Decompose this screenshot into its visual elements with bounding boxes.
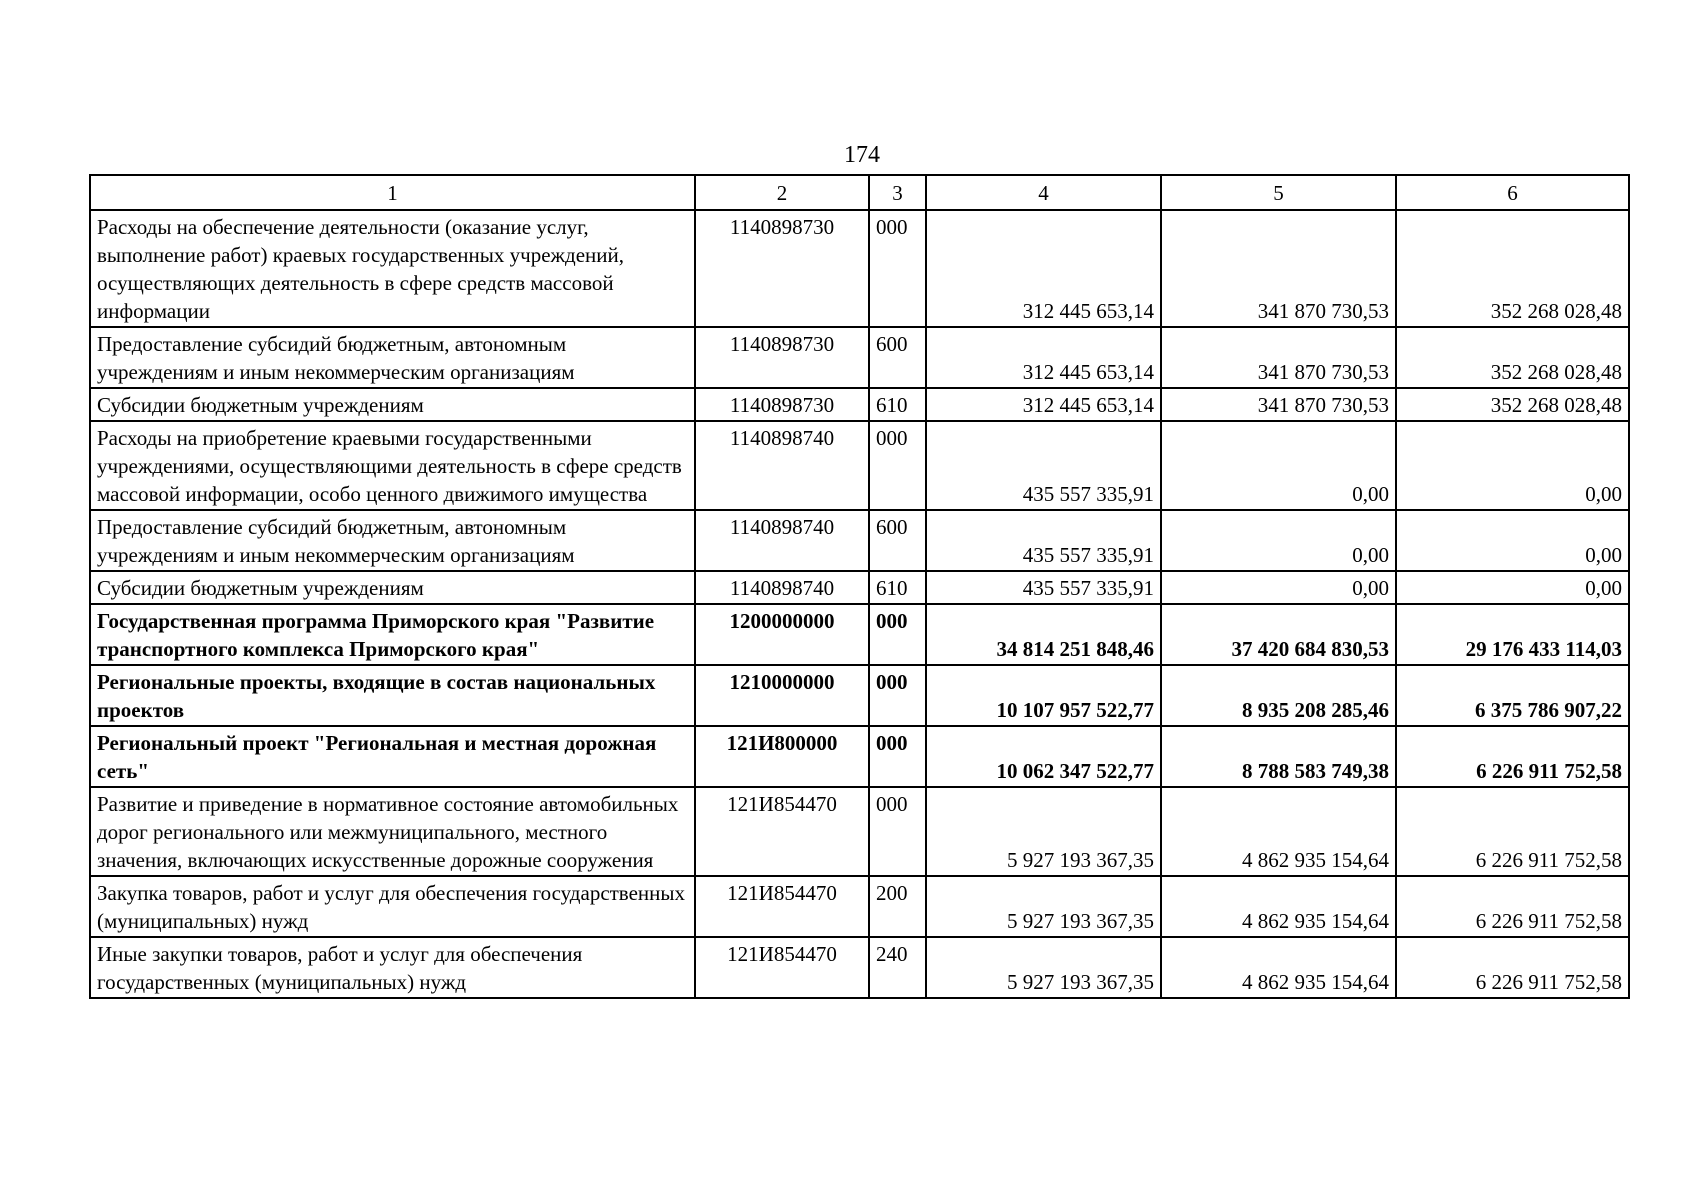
amount-column-6: 0,00 (1396, 510, 1629, 571)
amount-column-4: 10 062 347 522,77 (926, 726, 1161, 787)
target-article-code: 121И800000 (695, 726, 869, 787)
amount-column-4: 34 814 251 848,46 (926, 604, 1161, 665)
expense-type-code: 000 (869, 665, 926, 726)
table-row (90, 787, 1629, 876)
amount-column-5: 341 870 730,53 (1161, 388, 1396, 421)
table-row (90, 327, 1629, 388)
column-header-2: 2 (695, 175, 869, 210)
expense-name: Региональный проект "Региональная и местная дорожная сеть" (90, 726, 695, 787)
amount-column-4: 312 445 653,14 (926, 388, 1161, 421)
amount-column-4: 5 927 193 367,35 (926, 876, 1161, 937)
amount-column-4: 312 445 653,14 (926, 210, 1161, 327)
budget-table-body (90, 175, 1629, 998)
table-row (90, 665, 1629, 726)
target-article-code: 1140898730 (695, 210, 869, 327)
amount-column-5: 0,00 (1161, 510, 1396, 571)
table-header-row (90, 175, 1629, 210)
table-row (90, 571, 1629, 604)
target-article-code: 121И854470 (695, 787, 869, 876)
amount-column-4: 435 557 335,91 (926, 510, 1161, 571)
amount-column-4: 435 557 335,91 (926, 421, 1161, 510)
expense-name: Развитие и приведение в нормативное состояние автомобильных дорог регионального или межмуниципального, местного значения, включающих искусственные дорожные сооружения (90, 787, 695, 876)
table-row (90, 421, 1629, 510)
expense-type-code: 610 (869, 571, 926, 604)
amount-column-6: 6 375 786 907,22 (1396, 665, 1629, 726)
amount-column-6: 352 268 028,48 (1396, 210, 1629, 327)
amount-column-6: 0,00 (1396, 571, 1629, 604)
amount-column-6: 6 226 911 752,58 (1396, 787, 1629, 876)
table-row (90, 510, 1629, 571)
amount-column-5: 8 788 583 749,38 (1161, 726, 1396, 787)
expense-type-code: 600 (869, 327, 926, 388)
amount-column-5: 4 862 935 154,64 (1161, 937, 1396, 998)
expense-type-code: 240 (869, 937, 926, 998)
target-article-code: 1140898740 (695, 421, 869, 510)
amount-column-4: 5 927 193 367,35 (926, 787, 1161, 876)
target-article-code: 1140898740 (695, 510, 869, 571)
expense-type-code: 000 (869, 604, 926, 665)
amount-column-6: 6 226 911 752,58 (1396, 726, 1629, 787)
table-row (90, 210, 1629, 327)
column-header-6: 6 (1396, 175, 1629, 210)
column-header-3: 3 (869, 175, 926, 210)
expense-name: Расходы на приобретение краевыми государственными учреждениями, осуществляющими деятельность в сфере средств массовой информации, особо ценного движимого имущества (90, 421, 695, 510)
target-article-code: 1140898730 (695, 388, 869, 421)
target-article-code: 121И854470 (695, 876, 869, 937)
expense-type-code: 000 (869, 421, 926, 510)
expense-name: Региональные проекты, входящие в состав национальных проектов (90, 665, 695, 726)
amount-column-5: 8 935 208 285,46 (1161, 665, 1396, 726)
expense-name: Предоставление субсидий бюджетным, автономным учреждениям и иным некоммерческим организациям (90, 327, 695, 388)
amount-column-6: 0,00 (1396, 421, 1629, 510)
expense-type-code: 600 (869, 510, 926, 571)
amount-column-6: 6 226 911 752,58 (1396, 876, 1629, 937)
expense-name: Субсидии бюджетным учреждениям (90, 388, 695, 421)
amount-column-5: 37 420 684 830,53 (1161, 604, 1396, 665)
amount-column-6: 29 176 433 114,03 (1396, 604, 1629, 665)
expense-type-code: 610 (869, 388, 926, 421)
table-row (90, 604, 1629, 665)
amount-column-5: 4 862 935 154,64 (1161, 876, 1396, 937)
column-header-1: 1 (90, 175, 695, 210)
amount-column-4: 10 107 957 522,77 (926, 665, 1161, 726)
amount-column-5: 0,00 (1161, 421, 1396, 510)
amount-column-5: 341 870 730,53 (1161, 210, 1396, 327)
table-row (90, 726, 1629, 787)
expense-type-code: 200 (869, 876, 926, 937)
target-article-code: 1140898730 (695, 327, 869, 388)
target-article-code: 1210000000 (695, 665, 869, 726)
expense-name: Иные закупки товаров, работ и услуг для обеспечения государственных (муниципальных) нужд (90, 937, 695, 998)
expense-name: Субсидии бюджетным учреждениям (90, 571, 695, 604)
target-article-code: 1140898740 (695, 571, 869, 604)
amount-column-5: 0,00 (1161, 571, 1396, 604)
expense-type-code: 000 (869, 726, 926, 787)
target-article-code: 121И854470 (695, 937, 869, 998)
expense-name: Расходы на обеспечение деятельности (оказание услуг, выполнение работ) краевых государственных учреждений, осуществляющих деятельность в сфере средств массовой информации (90, 210, 695, 327)
amount-column-5: 4 862 935 154,64 (1161, 787, 1396, 876)
amount-column-4: 312 445 653,14 (926, 327, 1161, 388)
expense-type-code: 000 (869, 210, 926, 327)
amount-column-6: 352 268 028,48 (1396, 327, 1629, 388)
amount-column-4: 435 557 335,91 (926, 571, 1161, 604)
amount-column-6: 6 226 911 752,58 (1396, 937, 1629, 998)
column-header-4: 4 (926, 175, 1161, 210)
amount-column-5: 341 870 730,53 (1161, 327, 1396, 388)
table-row (90, 876, 1629, 937)
amount-column-4: 5 927 193 367,35 (926, 937, 1161, 998)
amount-column-6: 352 268 028,48 (1396, 388, 1629, 421)
table-row (90, 388, 1629, 421)
column-header-5: 5 (1161, 175, 1396, 210)
page-number: 174 (844, 142, 880, 168)
budget-table (89, 174, 1630, 999)
expense-name: Предоставление субсидий бюджетным, автономным учреждениям и иным некоммерческим организациям (90, 510, 695, 571)
expense-name: Закупка товаров, работ и услуг для обеспечения государственных (муниципальных) нужд (90, 876, 695, 937)
expense-name: Государственная программа Приморского края "Развитие транспортного комплекса Приморского края" (90, 604, 695, 665)
expense-type-code: 000 (869, 787, 926, 876)
target-article-code: 1200000000 (695, 604, 869, 665)
table-row (90, 937, 1629, 998)
